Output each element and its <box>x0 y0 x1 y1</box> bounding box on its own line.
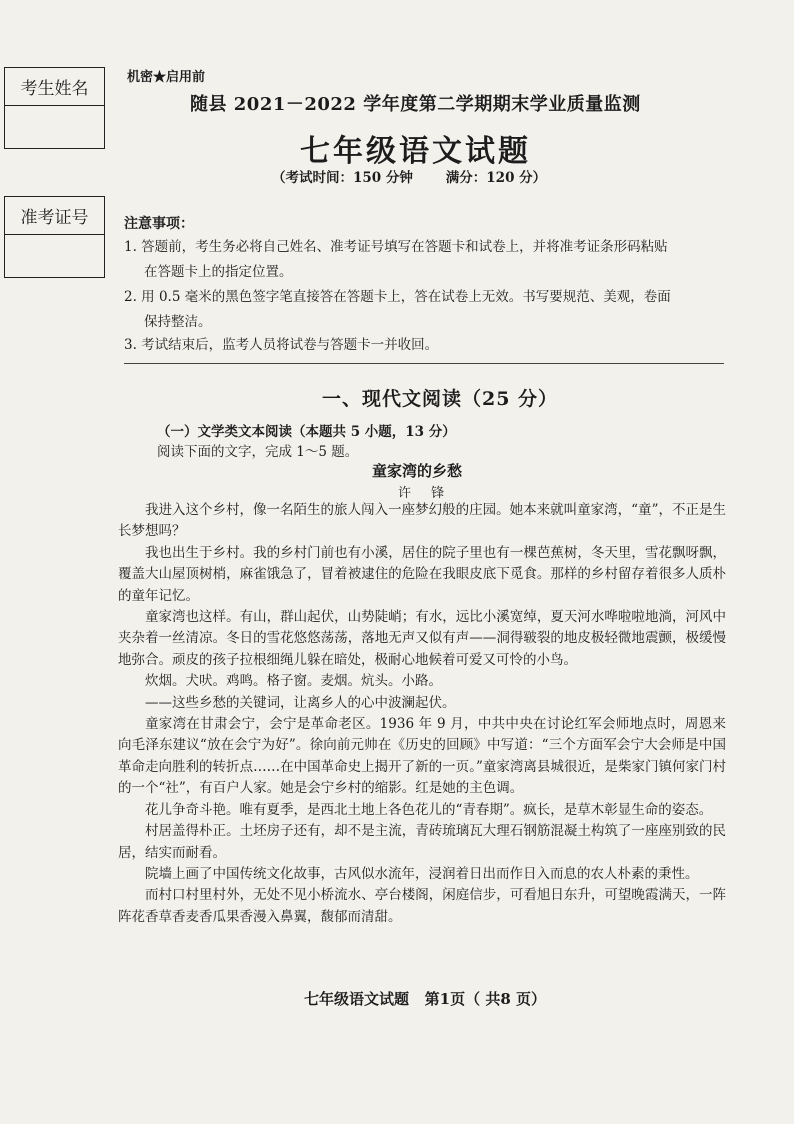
note-line: 保持整洁。 <box>144 314 212 330</box>
note-item <box>124 333 734 358</box>
paragraph: ——这些乡愁的关键词，让离乡人的心中波澜起伏。 <box>145 694 456 711</box>
page-footer: 七年级语文试题 第1页（ 共8 页） <box>304 990 546 1008</box>
note-line: 2. 用 0.5 毫米的黑色签字笔直接答在答题卡上，答在试卷上无效。书写要规范、美观，卷面 <box>124 289 671 305</box>
id-label: 准考证号 <box>5 197 104 235</box>
note-line: 3. 考试结束后，监考人员将试卷与答题卡一并收回。 <box>124 337 439 353</box>
id-field[interactable] <box>5 235 104 277</box>
page-title: 七年级语文试题 <box>300 134 531 169</box>
divider <box>124 363 724 364</box>
secret-label: 机密★启用前 <box>127 70 206 85</box>
instruction: 阅读下面的文字，完成 1～5 题。 <box>157 444 359 460</box>
name-label: 考生姓名 <box>5 68 104 106</box>
paragraph: 我进入这个乡村，像一名陌生的旅人闯入一座梦幻般的庄园。她本来就叫童家湾，“童”，不正是生长梦想吗？ <box>118 502 726 540</box>
story-title: 童家湾的乡愁 <box>372 462 463 480</box>
paragraph: 炊烟。犬吠。鸡鸣。格子窗。麦烟。炕头。小路。 <box>145 673 442 690</box>
note-line: 在答题卡上的指定位置。 <box>144 264 293 280</box>
exam-line: 随县 2021－2022 学年度第二学期期末学业质量监测 <box>190 94 641 115</box>
paragraph: 花儿争奇斗艳。唯有夏季，是西北土地上各色花儿的“青春期”。疯长，是草木彰显生命的姿态。 <box>145 801 713 818</box>
paragraph: 我也出生于乡村。我的乡村门前也有小溪，居住的院子里也有一棵芭蕉树，冬天里，雪花飘呀飘，覆盖大山屋顶树梢，麻雀饿急了，冒着被逮住的危险在我眼皮底下觅食。那样的乡村留存着很多人质朴的童年记忆。 <box>118 544 726 604</box>
note-item <box>124 285 734 335</box>
section-title: 一、现代文阅读（25 分） <box>322 388 559 410</box>
id-box <box>4 196 105 278</box>
paragraph: 村居盖得朴正。土坯房子还有，却不是主流，青砖琉璃瓦大理石钢筋混凝土构筑了一座座别致的民居，结实而耐看。 <box>118 823 726 861</box>
paragraph: 而村口村里村外，无处不见小桥流水、亭台楼阁，闲庭信步，可看旭日东升，可望晚霞满天，一阵阵花香草香麦香瓜果香漫入鼻翼，馥郁而清甜。 <box>118 887 726 925</box>
story-body <box>118 500 726 928</box>
note-line: 1. 答题前，考生务必将自己姓名、准考证号填写在答题卡和试卷上，并将准考证条形码粘贴 <box>124 239 668 255</box>
notes-title: 注意事项： <box>124 216 194 232</box>
exam-meta: （考试时间：150 分钟 满分：120 分） <box>272 170 547 186</box>
name-field[interactable] <box>5 106 104 148</box>
story-author: 许 锋 <box>398 486 453 501</box>
name-box <box>4 67 105 149</box>
paragraph: 院墙上画了中国传统文化故事，古风似水流年，浸润着日出而作日入而息的农人朴素的秉性。 <box>145 865 699 882</box>
paragraph: 童家湾在甘肃会宁，会宁是革命老区。1936 年 9 月，中共中央在讨论红军会师地点时，周恩来向毛泽东建议“放在会宁为好”。徐向前元帅在《历史的回顾》中写道：“三个方面军会宁大会师是中国革命走向胜利的转折点……在中国革命史上揭开了新的一页。”童家湾离县城很近，是柴家门镇何家门村的一个“社”，有百户人家。她是会宁乡村的缩影。红是她的主色调。 <box>118 716 726 797</box>
note-item <box>124 235 734 285</box>
paragraph: 童家湾也这样。有山，群山起伏，山势陡峭；有水，远比小溪宽绰，夏天河水哗啦啦地淌，河风中夹杂着一丝清凉。冬日的雪花悠悠荡荡，落地无声又似有声——洞得皲裂的地皮极轻微地震颤，极缓慢地弥合。顽皮的孩子拉根细绳儿躲在暗处，极耐心地候着可爱又可怜的小鸟。 <box>118 609 726 668</box>
subsection-title: （一）文学类文本阅读（本题共 5 小题，13 分） <box>157 424 456 440</box>
